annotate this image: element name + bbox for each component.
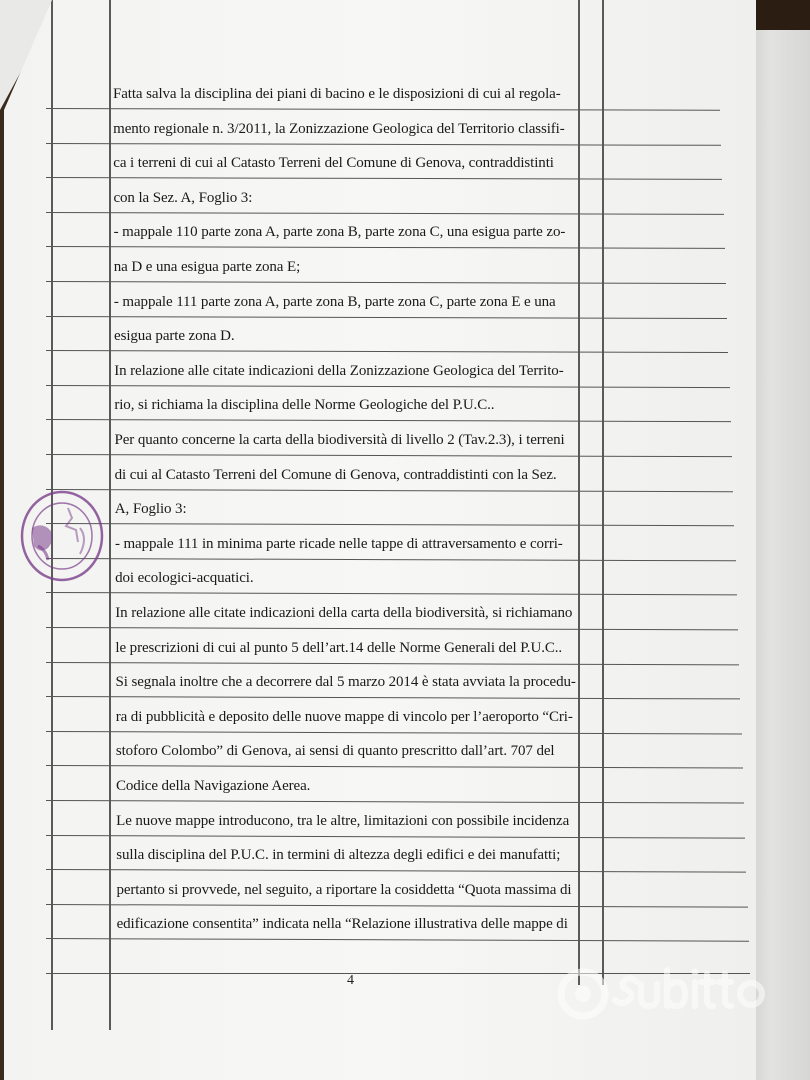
ruled-line: [46, 523, 734, 526]
ruled-line: [46, 869, 746, 873]
ruled-line: [46, 177, 722, 180]
text-line: Per quanto concerne la carta della biodiversità di livello 2 (Tav.2.3), i terreni: [114, 432, 565, 448]
ruled-line: [46, 489, 733, 492]
ruled-line: [46, 904, 748, 908]
text-line: pertanto si provvede, nel seguito, a riportare la cosiddetta “Quota massima di: [116, 881, 572, 898]
text-line: Codice della Navigazione Aerea.: [116, 778, 311, 794]
text-line: - mappale 110 parte zona A, parte zona B, parte zona C, una esigua parte zo-: [113, 224, 566, 241]
ruled-line: [46, 385, 730, 388]
ruled-line: [46, 800, 744, 804]
text-line: A, Foglio 3:: [114, 501, 187, 518]
text-line: - mappale 111 parte zona A, parte zona B, parte zona C, parte zona E e una: [113, 293, 556, 310]
ruled-line: [46, 246, 725, 249]
page-number: 4: [347, 973, 354, 988]
ruled-line: [46, 938, 749, 942]
ruled-line: [46, 765, 743, 769]
text-line: na D e una esigua parte zona E;: [113, 259, 301, 275]
ruled-line: [46, 212, 724, 215]
text-line: stoforo Colombo” di Genova, ai sensi di quanto prescritto dall’art. 707 del: [115, 743, 555, 760]
ruled-line: [46, 558, 736, 561]
subito-watermark: [555, 962, 770, 1026]
ruled-line: [46, 627, 738, 630]
ruled-line: [46, 419, 731, 422]
ruled-line: [46, 350, 728, 353]
ruled-line: [46, 696, 740, 699]
ruled-line: [46, 281, 726, 284]
text-line: con la Sez. A, Foglio 3:: [113, 189, 253, 206]
text-line: rio, si richiama la disciplina delle Norme Geologiche del P.U.C..: [114, 397, 495, 414]
text-line: In relazione alle citate indicazioni della Zonizzazione Geologica del Territo-: [114, 362, 564, 379]
ruled-line: [46, 592, 737, 595]
text-line: di cui al Catasto Terreni del Comune di Genova, contraddistinti con la Sez.: [114, 466, 557, 483]
text-line: ca i terreni di cui al Catasto Terreni del Comune di Genova, contraddistinti: [113, 155, 554, 172]
text-line: mento regionale n. 3/2011, la Zonizzazione Geologica del Territorio classifi-: [113, 120, 565, 137]
text-line: le prescrizioni di cui al punto 5 dell’art.14 delle Norme Generali del P.U.C..: [115, 639, 563, 656]
ruled-line: [46, 454, 732, 457]
ruled-line: [46, 835, 745, 839]
text-line: doi ecologici-acquatici.: [115, 570, 254, 587]
ruled-line: [46, 662, 739, 665]
background-table-edge: [750, 0, 810, 30]
ruled-line: [46, 108, 720, 111]
text-line: In relazione alle citate indicazioni della carta della biodiversità, si richiamano: [115, 605, 573, 621]
text-line: Le nuove mappe introducono, tra le altre, limitazioni con possibile incidenza: [116, 812, 570, 829]
text-line: - mappale 111 in minima parte ricade nelle tappe di attraversamento e corri-: [114, 535, 563, 552]
official-stamp: [18, 488, 106, 584]
ruled-line: [46, 143, 721, 146]
text-line: ra di pubblicità e deposito delle nuove mappe di vincolo per l’aeroporto “Cri-: [115, 708, 573, 725]
text-line: edificazione consentita” indicata nella “Relazione illustrativa delle mappe di: [116, 916, 568, 933]
text-line: esigua parte zona D.: [114, 328, 235, 345]
ruled-line: [46, 731, 742, 734]
ruled-line: [46, 316, 727, 319]
text-line: Fatta salva la disciplina dei piani di bacino e le disposizioni di cui al regola-: [113, 86, 561, 102]
text-line: sulla disciplina del P.U.C. in termini di altezza degli edifici e dei manufatti;: [116, 847, 561, 864]
text-line: Si segnala inoltre che a decorrere dal 5 marzo 2014 è stata avviata la procedu-: [115, 674, 576, 691]
